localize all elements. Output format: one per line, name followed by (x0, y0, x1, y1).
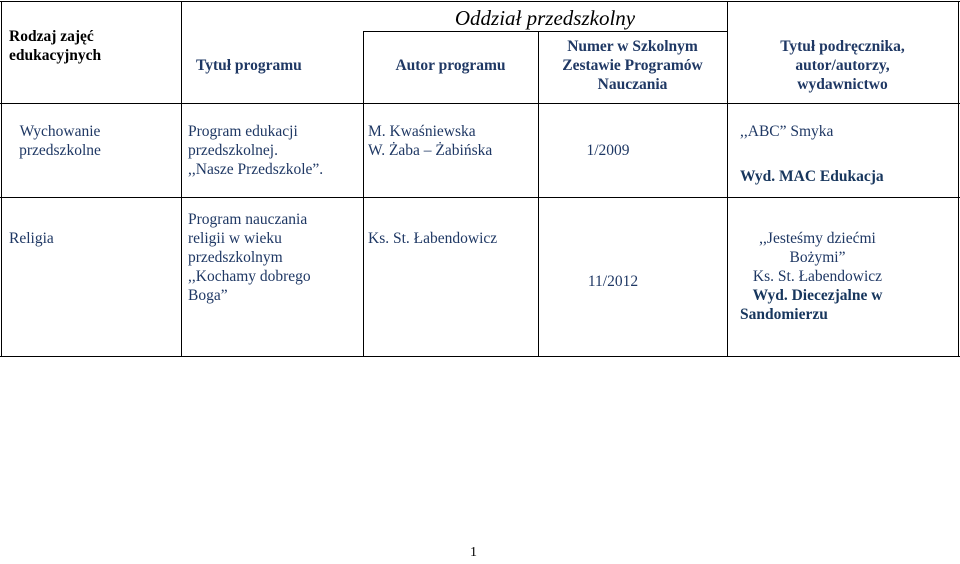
row2-program-line: religii w wieku (188, 230, 282, 247)
row2-program (188, 210, 360, 305)
section-title: Oddział przedszkolny (454, 6, 636, 30)
header-subject (9, 27, 177, 65)
header-textbook-line: wydawnictwo (797, 76, 888, 93)
header-number (538, 37, 727, 94)
row2-textbook (727, 229, 908, 324)
header-number-line: Nauczania (597, 76, 668, 93)
row2-author-line: Ks. St. Łabendowicz (368, 230, 498, 247)
header-bottom-border (0, 103, 960, 104)
row1-program-line: ,,Nasze Przedszkole”. (188, 161, 324, 178)
row1-bottom-border (0, 197, 960, 198)
col-border-2 (363, 31, 364, 357)
row1-program-line: przedszkolnej. (188, 142, 278, 159)
row2-program-line: ,,Kochamy dobrego (188, 268, 311, 285)
row2-program-line: Boga” (188, 287, 228, 304)
row1-subject-line: Wychowanie (19, 123, 101, 140)
row1-program (188, 122, 360, 179)
row1-author-line: M. Kwaśniewska (368, 123, 476, 140)
page-number: 1 (470, 545, 477, 560)
row2-subject (9, 229, 177, 248)
header-program-author: Autor programu (395, 57, 506, 74)
row1-subject (1, 122, 119, 160)
header-subject-line: Rodzaj zajęć (9, 28, 94, 45)
col-border-5 (958, 1, 959, 357)
row2-subject-line: Religia (9, 230, 54, 247)
row1-textbook (740, 122, 955, 186)
row1-author (368, 122, 536, 160)
table-border-bottom (0, 356, 960, 357)
row2-textbook-line: Ks. St. Łabendowicz (752, 268, 883, 285)
row1-subject-line: przedszkolne (19, 142, 101, 159)
header-program-title: Tytuł programu (196, 57, 302, 74)
row2-textbook-publisher: Wyd. Diecezjalne w (752, 287, 883, 304)
header-subdivider (363, 31, 727, 32)
row2-author (368, 229, 536, 248)
header-number-line: Zestawie Programów (562, 57, 703, 74)
row1-number: 1/2009 (586, 142, 630, 159)
row2-number: 11/2012 (587, 273, 639, 290)
col-border-0 (1, 1, 2, 357)
header-subject-line: edukacyjnych (9, 47, 102, 64)
row2-program-line: Program nauczania (188, 211, 308, 228)
col-border-1 (181, 1, 182, 357)
row2-textbook-line: ,,Jesteśmy dziećmi (759, 230, 876, 247)
header-number-line: Numer w Szkolnym (567, 38, 698, 55)
row1-textbook-publisher: Wyd. MAC Edukacja (740, 168, 884, 185)
row1-textbook-line: ,,ABC” Smyka (740, 123, 834, 140)
table-border-top (0, 1, 960, 2)
row1-program-line: Program edukacji (188, 123, 298, 140)
header-textbook-line: Tytuł podręcznika, (780, 38, 905, 55)
row2-textbook-publisher: Sandomierzu (740, 306, 828, 323)
header-textbook-line: autor/autorzy, (795, 57, 890, 74)
row2-textbook-line: Bożymi” (789, 249, 846, 266)
header-textbook (727, 37, 958, 94)
row1-author-line: W. Żaba – Żabińska (368, 142, 493, 159)
row2-program-line: przedszkolnym (188, 249, 283, 266)
